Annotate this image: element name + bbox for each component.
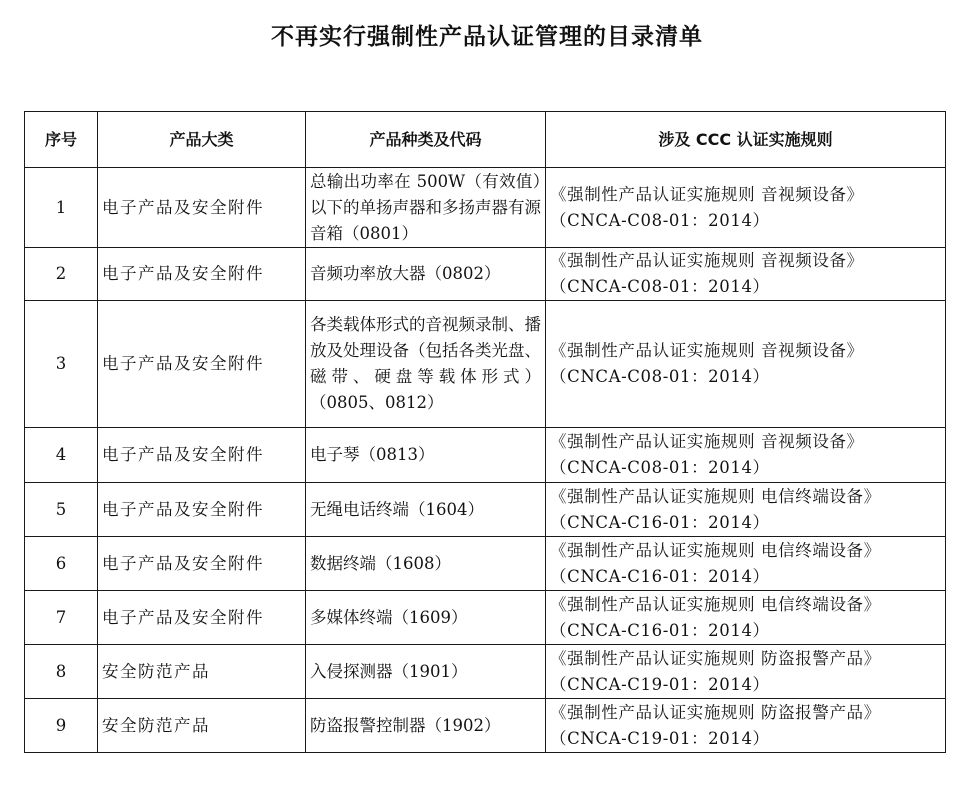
cell-rule bbox=[546, 699, 946, 753]
cell-category: 电子产品及安全附件 bbox=[98, 483, 306, 537]
rule-code: （CNCA-C16-01：2014） bbox=[550, 512, 770, 532]
cell-seq: 7 bbox=[25, 591, 98, 645]
cell-category: 电子产品及安全附件 bbox=[98, 168, 306, 248]
rule-name: 《强制性产品认证实施规则 音视频设备》 bbox=[550, 184, 864, 204]
rule-name: 《强制性产品认证实施规则 电信终端设备》 bbox=[550, 486, 881, 506]
cell-seq: 1 bbox=[25, 168, 98, 248]
cell-rule bbox=[546, 301, 946, 428]
page-title: 不再实行强制性产品认证管理的目录清单 bbox=[271, 24, 703, 50]
rule-name: 《强制性产品认证实施规则 防盗报警产品》 bbox=[550, 648, 881, 668]
cell-seq: 4 bbox=[25, 428, 98, 483]
table-row bbox=[25, 301, 946, 428]
rule-code: （CNCA-C08-01：2014） bbox=[550, 210, 770, 230]
rule-name: 《强制性产品认证实施规则 音视频设备》 bbox=[550, 251, 864, 270]
cell-seq: 9 bbox=[25, 699, 98, 753]
rule-code: （CNCA-C08-01：2014） bbox=[550, 277, 770, 296]
cell-category: 电子产品及安全附件 bbox=[98, 591, 306, 645]
cell-rule bbox=[546, 168, 946, 248]
header-category: 产品大类 bbox=[98, 112, 306, 168]
table-row bbox=[25, 699, 946, 753]
catalog-table bbox=[24, 111, 946, 753]
cell-seq: 6 bbox=[25, 537, 98, 591]
cell-rule bbox=[546, 645, 946, 699]
cell-category: 安全防范产品 bbox=[98, 699, 306, 753]
rule-name: 《强制性产品认证实施规则 电信终端设备》 bbox=[550, 540, 881, 560]
cell-category: 安全防范产品 bbox=[98, 645, 306, 699]
table-row bbox=[25, 537, 946, 591]
cell-category: 电子产品及安全附件 bbox=[98, 301, 306, 428]
cell-seq: 5 bbox=[25, 483, 98, 537]
cell-seq: 2 bbox=[25, 248, 98, 301]
cell-type: 防盗报警控制器（1902） bbox=[306, 699, 546, 753]
cell-rule bbox=[546, 483, 946, 537]
cell-category: 电子产品及安全附件 bbox=[98, 428, 306, 483]
rule-name: 《强制性产品认证实施规则 电信终端设备》 bbox=[550, 594, 881, 614]
rule-code: （CNCA-C08-01：2014） bbox=[550, 458, 770, 477]
rule-code: （CNCA-C16-01：2014） bbox=[550, 566, 770, 586]
cell-rule bbox=[546, 428, 946, 483]
cell-type: 电子琴（0813） bbox=[306, 428, 546, 483]
cell-seq: 8 bbox=[25, 645, 98, 699]
cell-type: 总输出功率在 500W（有效值）以下的单扬声器和多扬声器有源音箱（0801） bbox=[306, 168, 546, 248]
rule-code: （CNCA-C19-01：2014） bbox=[550, 728, 770, 748]
header-type: 产品种类及代码 bbox=[306, 112, 546, 168]
cell-type: 音频功率放大器（0802） bbox=[306, 248, 546, 301]
cell-type: 多媒体终端（1609） bbox=[306, 591, 546, 645]
header-seq: 序号 bbox=[25, 112, 98, 168]
rule-code: （CNCA-C16-01：2014） bbox=[550, 620, 770, 640]
table-row bbox=[25, 591, 946, 645]
cell-type: 入侵探测器（1901） bbox=[306, 645, 546, 699]
cell-seq: 3 bbox=[25, 301, 98, 428]
table-row bbox=[25, 248, 946, 301]
rule-code: （CNCA-C08-01：2014） bbox=[550, 367, 770, 386]
rule-name: 《强制性产品认证实施规则 防盗报警产品》 bbox=[550, 702, 881, 722]
cell-category: 电子产品及安全附件 bbox=[98, 248, 306, 301]
rule-name: 《强制性产品认证实施规则 音视频设备》 bbox=[550, 341, 864, 360]
cell-rule bbox=[546, 248, 946, 301]
rule-code: （CNCA-C19-01：2014） bbox=[550, 674, 770, 694]
cell-rule bbox=[546, 591, 946, 645]
table-row bbox=[25, 645, 946, 699]
table-row bbox=[25, 483, 946, 537]
cell-rule bbox=[546, 537, 946, 591]
cell-type: 数据终端（1608） bbox=[306, 537, 546, 591]
table-row bbox=[25, 428, 946, 483]
table-row bbox=[25, 168, 946, 248]
cell-type: 无绳电话终端（1604） bbox=[306, 483, 546, 537]
cell-type: 各类载体形式的音视频录制、播放及处理设备（包括各类光盘、磁带、硬盘等载体形式）（0805、0812） bbox=[306, 301, 546, 428]
header-rule: 涉及 CCC 认证实施规则 bbox=[546, 112, 946, 168]
cell-category: 电子产品及安全附件 bbox=[98, 537, 306, 591]
table-header-row bbox=[25, 112, 946, 168]
rule-name: 《强制性产品认证实施规则 音视频设备》 bbox=[550, 432, 864, 451]
